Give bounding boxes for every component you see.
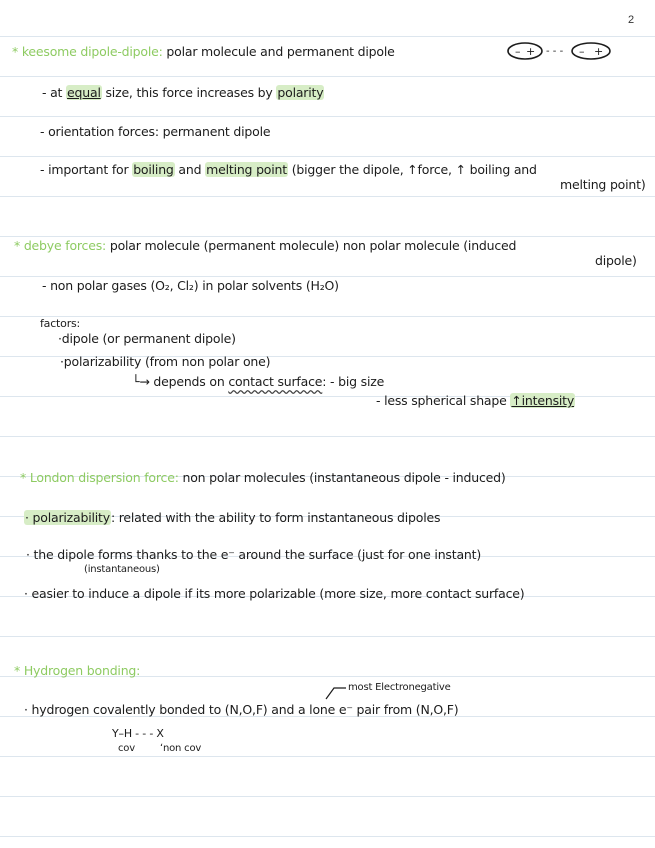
hydrogen-noncov-label xyxy=(160,741,201,757)
london-bullet-3 xyxy=(24,586,524,602)
debye-factors-label xyxy=(40,316,80,332)
text: └→ depends on xyxy=(132,374,229,389)
text: - orientation forces: permanent dipole xyxy=(40,124,271,139)
text: size, this force increases by xyxy=(101,85,277,100)
svg-text:–: – xyxy=(515,45,521,58)
keesom-bullet-2 xyxy=(40,124,270,140)
debye-factor-1 xyxy=(58,331,236,347)
boiling-highlight: boiling xyxy=(133,162,174,177)
text: (bigger the dipole, ↑force, ↑ boiling and xyxy=(287,162,537,177)
keesom-heading: * keesome dipole-dipole: xyxy=(12,44,163,59)
svg-text:–: – xyxy=(579,45,585,58)
text: · hydrogen covalently bonded to (N,O,F) and a lone e⁻ pair from (N,O,F) xyxy=(24,702,459,717)
svg-text:+: + xyxy=(594,45,604,58)
note-pointer-line xyxy=(324,686,348,700)
london-bullet-2 xyxy=(26,547,481,563)
svg-text:- - -: - - - xyxy=(546,46,564,57)
text: (instantaneous) xyxy=(84,564,160,575)
text: factors: xyxy=(40,317,81,330)
hydrogen-bullet-1 xyxy=(24,702,458,718)
hydrogen-line xyxy=(14,663,140,679)
debye-definition-cont xyxy=(595,253,637,269)
text: most Electronegative xyxy=(348,682,451,693)
text: · the dipole forms thanks to the e⁻ around the surface (just for one instant) xyxy=(26,547,481,562)
keesom-bullet-3 xyxy=(40,162,537,178)
text: melting point) xyxy=(560,177,646,192)
contact-surface-underlined: contact surface xyxy=(228,374,323,389)
london-bullet-2-sub xyxy=(84,562,160,578)
keesom-bullet-3-cont xyxy=(560,177,646,193)
keesom-definition: polar molecule and permanent dipole xyxy=(166,44,395,59)
text: - at xyxy=(42,85,67,100)
london-line xyxy=(20,470,506,486)
debye-line xyxy=(14,238,516,254)
london-heading: * London dispersion force: xyxy=(20,470,179,485)
debye-heading: * debye forces: xyxy=(14,238,107,253)
text: : related with the ability to form instantaneous dipoles xyxy=(110,510,441,525)
hydrogen-cov-label xyxy=(118,741,135,757)
text: ·dipole (or permanent dipole) xyxy=(58,331,236,346)
polarizability-highlight: · polarizability xyxy=(25,510,110,525)
hydrogen-heading: * Hydrogen bonding: xyxy=(14,663,141,678)
debye-factor-3 xyxy=(132,374,384,390)
page-number: 2 xyxy=(628,14,635,26)
text: cov xyxy=(118,743,135,754)
debye-bullet-1 xyxy=(42,278,339,294)
dipole-diagram-icon xyxy=(506,40,616,62)
text: - non polar gases (O₂, Cl₂) in polar solvents (H₂O) xyxy=(42,278,339,293)
hydrogen-note xyxy=(348,680,451,696)
text: and xyxy=(174,162,206,177)
text: ·polarizability (from non polar one) xyxy=(60,354,271,369)
text: Y–H - - - X xyxy=(112,727,164,740)
svg-text:+: + xyxy=(526,45,536,58)
text: · easier to induce a dipole if its more polarizable (more size, more contact surface) xyxy=(24,586,525,601)
equal-highlight: equal xyxy=(67,85,101,100)
text: ʻnon cov xyxy=(160,743,202,754)
debye-definition: polar molecule (permanent molecule) non polar molecule (induced xyxy=(109,238,517,253)
polarity-highlight: polarity xyxy=(277,85,324,100)
text: - less spherical shape xyxy=(376,393,511,408)
keesom-bullet-1 xyxy=(42,85,324,101)
debye-factor-4 xyxy=(376,393,575,409)
melting-point-highlight: melting point xyxy=(206,162,287,177)
keesom-line xyxy=(12,44,395,60)
text: dipole) xyxy=(595,253,637,268)
hydrogen-formula xyxy=(112,726,164,742)
intensity-highlight: ↑intensity xyxy=(511,393,575,408)
london-definition: non polar molecules (instantaneous dipole - induced) xyxy=(182,470,506,485)
london-bullet-1 xyxy=(24,510,440,526)
debye-factor-2 xyxy=(60,354,270,370)
text: : - big size xyxy=(322,374,385,389)
text: - important for xyxy=(40,162,133,177)
